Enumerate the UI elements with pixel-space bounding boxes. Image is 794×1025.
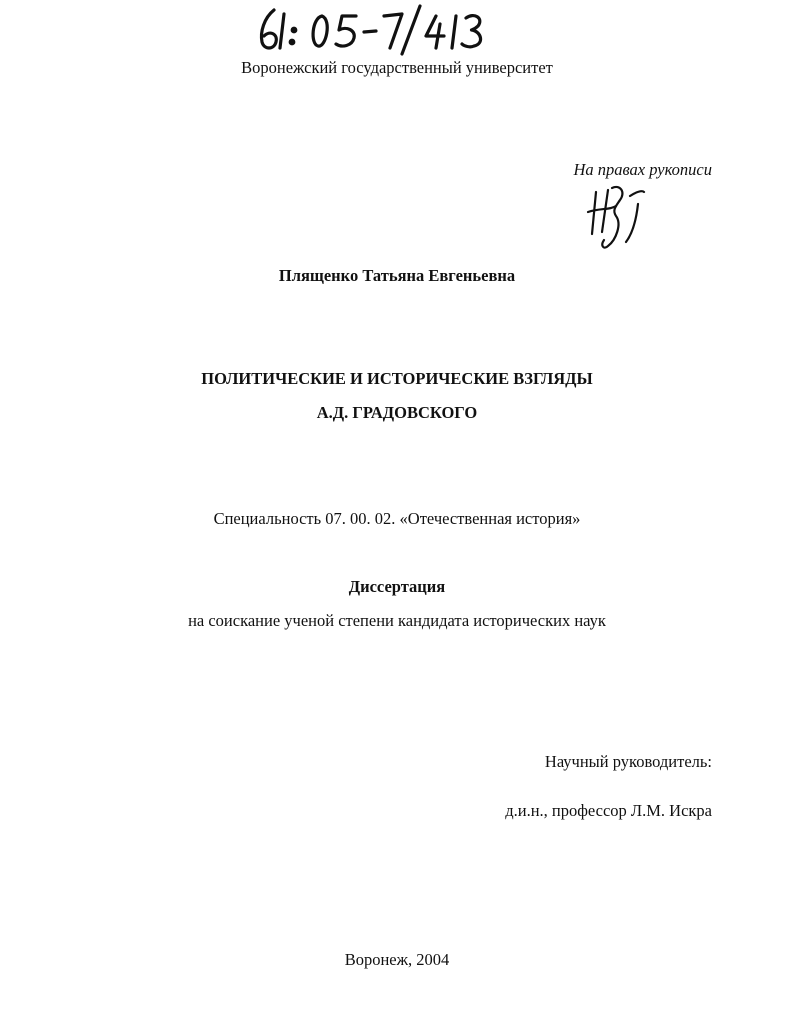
manuscript-note: На правах рукописи — [573, 160, 712, 179]
dissertation-title-line-1: ПОЛИТИЧЕСКИЕ И ИСТОРИЧЕСКИЕ ВЗГЛЯДЫ — [201, 369, 593, 388]
supervisor-name: д.и.н., профессор Л.М. Искра — [505, 801, 712, 820]
degree-statement: на соискание ученой степени кандидата исторических наук — [188, 611, 606, 630]
handwritten-archive-number — [252, 4, 502, 56]
university-name: Воронежский государственный университет — [241, 58, 553, 77]
signature — [586, 182, 646, 256]
specialty: Специальность 07. 00. 02. «Отечественная история» — [213, 509, 581, 528]
supervisor-label: Научный руководитель: — [544, 752, 712, 771]
city-year: Воронеж, 2004 — [344, 950, 450, 969]
dissertation-title-line-2: А.Д. ГРАДОВСКОГО — [316, 403, 478, 422]
author-name: Плященко Татьяна Евгеньевна — [278, 266, 516, 285]
work-type: Диссертация — [348, 577, 446, 596]
